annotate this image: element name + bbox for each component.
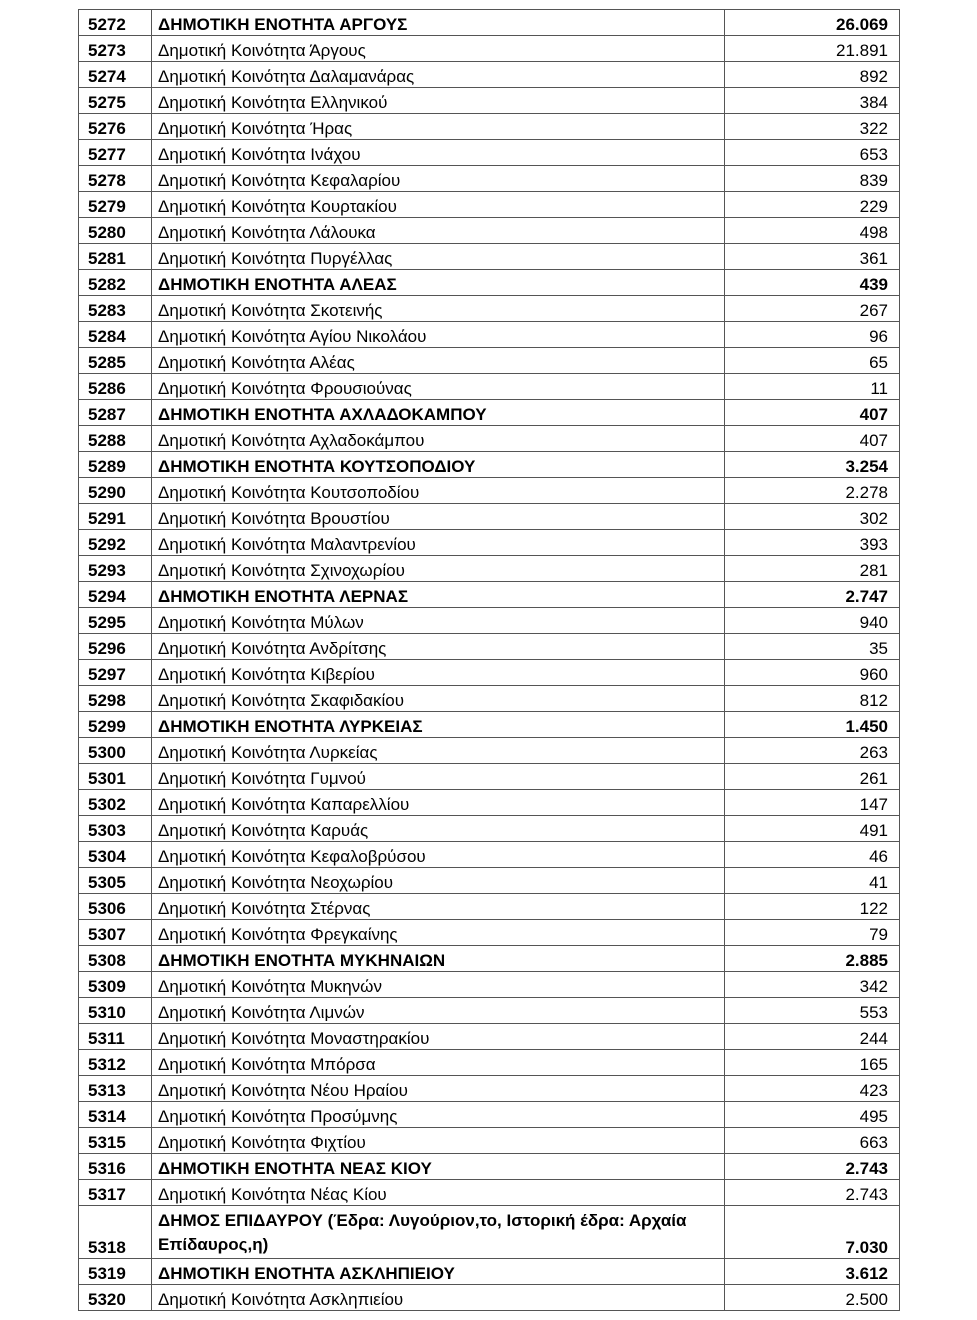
row-value: 26.069 [725,10,900,36]
row-value: 439 [725,270,900,296]
row-code: 5307 [79,920,152,946]
table-row [79,452,900,478]
table-row [79,1024,900,1050]
row-name: Δημοτική Κοινότητα Ελληνικού [152,88,725,114]
row-name: Δημοτική Κοινότητα Ινάχου [152,140,725,166]
row-code: 5295 [79,608,152,634]
row-name: Δημοτική Κοινότητα Σχινοχωρίου [152,556,725,582]
row-code: 5289 [79,452,152,478]
row-name: Δημοτική Κοινότητα Φρουσιούνας [152,374,725,400]
row-code: 5304 [79,842,152,868]
row-code: 5294 [79,582,152,608]
row-value: 229 [725,192,900,218]
table-row [79,244,900,270]
row-value: 491 [725,816,900,842]
row-code: 5320 [79,1285,152,1311]
row-name: Δημοτική Κοινότητα Λυρκείας [152,738,725,764]
row-name: Δημοτική Κοινότητα Νεοχωρίου [152,868,725,894]
row-code: 5311 [79,1024,152,1050]
row-name: Δημοτική Κοινότητα Στέρνας [152,894,725,920]
row-name: Δημοτική Κοινότητα Πυργέλλας [152,244,725,270]
table-row [79,36,900,62]
table-row [79,946,900,972]
row-value: 281 [725,556,900,582]
row-name: Δημοτική Κοινότητα Φιχτίου [152,1128,725,1154]
table-row [79,1102,900,1128]
table-row [79,556,900,582]
row-code: 5305 [79,868,152,894]
table-row [79,842,900,868]
row-code: 5319 [79,1259,152,1285]
table-row [79,140,900,166]
row-value: 35 [725,634,900,660]
row-name: Δημοτική Κοινότητα Κουτσοποδίου [152,478,725,504]
row-code: 5317 [79,1180,152,1206]
row-code: 5277 [79,140,152,166]
row-code: 5306 [79,894,152,920]
table-row [79,400,900,426]
table-row [79,504,900,530]
table-row [79,88,900,114]
row-code: 5312 [79,1050,152,1076]
row-value: 3.612 [725,1259,900,1285]
row-value: 165 [725,1050,900,1076]
table-row [79,790,900,816]
row-value: 21.891 [725,36,900,62]
row-name: ΔΗΜΟΤΙΚΗ ΕΝΟΤΗΤΑ ΑΛΕΑΣ [152,270,725,296]
row-code: 5318 [79,1206,152,1259]
row-value: 393 [725,530,900,556]
table-row [79,1050,900,1076]
row-name: Δημοτική Κοινότητα Κεφαλοβρύσου [152,842,725,868]
row-code: 5291 [79,504,152,530]
row-name: Δημοτική Κοινότητα Βρουστίου [152,504,725,530]
table-row [79,374,900,400]
row-name: ΔΗΜΟΤΙΚΗ ΕΝΟΤΗΤΑ ΑΧΛΑΔΟΚΑΜΠΟΥ [152,400,725,426]
row-code: 5296 [79,634,152,660]
table-row [79,1128,900,1154]
row-value: 498 [725,218,900,244]
row-name: ΔΗΜΟΤΙΚΗ ΕΝΟΤΗΤΑ ΜΥΚΗΝΑΙΩΝ [152,946,725,972]
row-code: 5275 [79,88,152,114]
row-name: ΔΗΜΟΤΙΚΗ ΕΝΟΤΗΤΑ ΚΟΥΤΣΟΠΟΔΙΟΥ [152,452,725,478]
row-code: 5279 [79,192,152,218]
table-row [79,1076,900,1102]
row-name: Δημοτική Κοινότητα Μπόρσα [152,1050,725,1076]
row-value: 122 [725,894,900,920]
row-name: Δημοτική Κοινότητα Δαλαμανάρας [152,62,725,88]
row-name: Δημοτική Κοινότητα Κεφαλαρίου [152,166,725,192]
row-value: 2.885 [725,946,900,972]
row-code: 5298 [79,686,152,712]
row-code: 5314 [79,1102,152,1128]
row-name: Δημοτική Κοινότητα Προσύμνης [152,1102,725,1128]
row-value: 384 [725,88,900,114]
row-code: 5278 [79,166,152,192]
table-row [79,582,900,608]
row-value: 2.500 [725,1285,900,1311]
row-name: ΔΗΜΟΤΙΚΗ ΕΝΟΤΗΤΑ ΛΕΡΝΑΣ [152,582,725,608]
row-value: 892 [725,62,900,88]
table-row [79,764,900,790]
row-value: 147 [725,790,900,816]
row-name: Δημοτική Κοινότητα Νέας Κίου [152,1180,725,1206]
row-code: 5299 [79,712,152,738]
row-value: 3.254 [725,452,900,478]
row-name: Δημοτική Κοινότητα Μαλαντρενίου [152,530,725,556]
table-row [79,686,900,712]
table-row [79,322,900,348]
table-row [79,894,900,920]
row-value: 407 [725,400,900,426]
row-name: Δημοτική Κοινότητα Άργους [152,36,725,62]
row-code: 5303 [79,816,152,842]
row-code: 5285 [79,348,152,374]
table-row [79,166,900,192]
row-code: 5302 [79,790,152,816]
row-code: 5276 [79,114,152,140]
population-table [78,9,900,1311]
table-row [79,816,900,842]
row-value: 2.278 [725,478,900,504]
row-value: 1.450 [725,712,900,738]
row-name: Δημοτική Κοινότητα Μοναστηρακίου [152,1024,725,1050]
table-row [79,114,900,140]
row-value: 423 [725,1076,900,1102]
table-row [79,634,900,660]
row-value: 839 [725,166,900,192]
table-row [79,62,900,88]
table-row [79,530,900,556]
table-row [79,192,900,218]
row-value: 940 [725,608,900,634]
row-name: ΔΗΜΟΤΙΚΗ ΕΝΟΤΗΤΑ ΑΣΚΛΗΠΙΕΙΟΥ [152,1259,725,1285]
row-code: 5286 [79,374,152,400]
table-row [79,660,900,686]
row-value: 812 [725,686,900,712]
row-name: Δημοτική Κοινότητα Ήρας [152,114,725,140]
table-row [79,10,900,36]
row-code: 5290 [79,478,152,504]
row-name: Δημοτική Κοινότητα Αλέας [152,348,725,374]
row-value: 267 [725,296,900,322]
row-name: Δημοτική Κοινότητα Ασκληπιείου [152,1285,725,1311]
row-code: 5297 [79,660,152,686]
row-code: 5280 [79,218,152,244]
table-row [79,1206,900,1259]
row-value: 361 [725,244,900,270]
table-row [79,1285,900,1311]
row-value: 653 [725,140,900,166]
row-code: 5273 [79,36,152,62]
row-value: 2.747 [725,582,900,608]
row-value: 79 [725,920,900,946]
row-code: 5315 [79,1128,152,1154]
table-row [79,218,900,244]
row-value: 65 [725,348,900,374]
row-code: 5287 [79,400,152,426]
row-name: Δημοτική Κοινότητα Ανδρίτσης [152,634,725,660]
row-code: 5310 [79,998,152,1024]
row-value: 46 [725,842,900,868]
table-body [79,10,900,1311]
row-code: 5301 [79,764,152,790]
row-value: 11 [725,374,900,400]
table-row [79,608,900,634]
row-name: Δημοτική Κοινότητα Λάλουκα [152,218,725,244]
row-name: Δημοτική Κοινότητα Σκαφιδακίου [152,686,725,712]
row-code: 5283 [79,296,152,322]
row-name: Δημοτική Κοινότητα Κιβερίου [152,660,725,686]
row-value: 495 [725,1102,900,1128]
table-row [79,1180,900,1206]
row-name: Δημοτική Κοινότητα Μύλων [152,608,725,634]
row-name: ΔΗΜΟΣ ΕΠΙΔΑΥΡΟΥ (Έδρα: Λυγούριον,το, Ιστορική έδρα: Αρχαία Επίδαυρος,η) [152,1206,725,1259]
row-value: 263 [725,738,900,764]
table-row [79,998,900,1024]
row-value: 553 [725,998,900,1024]
row-name: Δημοτική Κοινότητα Γυμνού [152,764,725,790]
row-value: 2.743 [725,1154,900,1180]
table-row [79,1154,900,1180]
row-name: ΔΗΜΟΤΙΚΗ ΕΝΟΤΗΤΑ ΝΕΑΣ ΚΙΟΥ [152,1154,725,1180]
row-value: 2.743 [725,1180,900,1206]
row-name: Δημοτική Κοινότητα Μυκηνών [152,972,725,998]
row-name: Δημοτική Κοινότητα Λιμνών [152,998,725,1024]
row-code: 5316 [79,1154,152,1180]
row-code: 5272 [79,10,152,36]
table-row [79,738,900,764]
row-name: Δημοτική Κοινότητα Αγίου Νικολάου [152,322,725,348]
row-value: 96 [725,322,900,348]
row-code: 5313 [79,1076,152,1102]
row-value: 342 [725,972,900,998]
row-code: 5288 [79,426,152,452]
table-row [79,712,900,738]
row-name: Δημοτική Κοινότητα Καρυάς [152,816,725,842]
table-row [79,478,900,504]
row-value: 302 [725,504,900,530]
table-row [79,270,900,296]
row-code: 5284 [79,322,152,348]
table-row [79,296,900,322]
row-value: 663 [725,1128,900,1154]
row-value: 322 [725,114,900,140]
table-row [79,868,900,894]
row-value: 7.030 [725,1206,900,1259]
row-code: 5309 [79,972,152,998]
table-row [79,920,900,946]
row-code: 5300 [79,738,152,764]
row-name: ΔΗΜΟΤΙΚΗ ΕΝΟΤΗΤΑ ΛΥΡΚΕΙΑΣ [152,712,725,738]
row-name: Δημοτική Κοινότητα Σκοτεινής [152,296,725,322]
table-row [79,972,900,998]
row-code: 5292 [79,530,152,556]
row-value: 244 [725,1024,900,1050]
row-name: Δημοτική Κοινότητα Καπαρελλίου [152,790,725,816]
row-name: Δημοτική Κοινότητα Κουρτακίου [152,192,725,218]
row-code: 5281 [79,244,152,270]
row-code: 5293 [79,556,152,582]
table-row [79,1259,900,1285]
table-row [79,348,900,374]
row-name: Δημοτική Κοινότητα Αχλαδοκάμπου [152,426,725,452]
row-value: 41 [725,868,900,894]
row-code: 5308 [79,946,152,972]
row-value: 407 [725,426,900,452]
row-code: 5282 [79,270,152,296]
row-name: Δημοτική Κοινότητα Φρεγκαίνης [152,920,725,946]
row-name: ΔΗΜΟΤΙΚΗ ΕΝΟΤΗΤΑ ΑΡΓΟΥΣ [152,10,725,36]
row-name: Δημοτική Κοινότητα Νέου Ηραίου [152,1076,725,1102]
row-value: 960 [725,660,900,686]
row-value: 261 [725,764,900,790]
table-row [79,426,900,452]
row-code: 5274 [79,62,152,88]
